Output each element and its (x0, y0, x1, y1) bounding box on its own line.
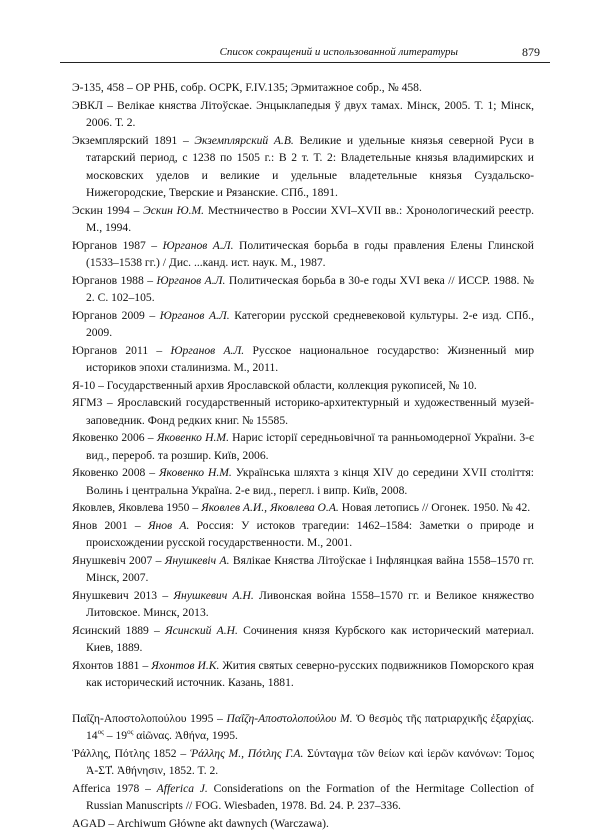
running-header (60, 42, 550, 63)
bibliography-entry: Ясинский 1889 – Ясинский А.Н. Сочинения князя Курбского как исторический материал. Киев, 1889. (72, 622, 534, 657)
section-gap (72, 692, 534, 710)
bibliography-entry: Янов 2001 – Янов А. Россия: У истоков трагедии: 1462–1584: Заметки о природе и происхождении русской государственности. М., 2001. (72, 517, 534, 552)
bibliography-entry: Янушкевич 2013 – Янушкевич А.Н. Ливонская война 1558–1570 гг. и Великое княжество Литовское. Минск, 2013. (72, 587, 534, 622)
page-number: 879 (522, 45, 540, 60)
bibliography-entry: Юрганов 2009 – Юрганов А.Л. Категории русской средневековой культуры. 2-е изд. СПб., 2009. (72, 307, 534, 342)
bibliography-entry: Юрганов 1988 – Юрганов А.Л. Политическая борьба в 30-е годы XVI века // ИССР. 1988. № 2. С. 102–105. (72, 272, 534, 307)
bibliography-list (72, 79, 534, 832)
bibliography-entry: Юрганов 2011 – Юрганов А.Л. Русское национальное государство: Жизненный мир историков эпохи сталинизма. М., 2011. (72, 342, 534, 377)
bibliography-entry: Яковенко 2006 – Яковенко Н.М. Нарис історії середньовічної та ранньомодерної України. 3-є вид., перероб. та розшир. Київ, 2006. (72, 429, 534, 464)
bibliography-entry: Янушкевіч 2007 – Янушкевіч А. Вялікае Княства Літоўскае і Інфлянцкая вайна 1558–1570 гг. Мінск, 2007. (72, 552, 534, 587)
bibliography-entry: Эскин 1994 – Эскин Ю.М. Местничество в России XVI–XVII вв.: Хронологический реестр. М., 1994. (72, 202, 534, 237)
bibliography-entry-latin: Afferica 1978 – Afferica J. Considerations on the Formation of the Hermitage Collection of Russian Manuscripts // FOG. Wiesbaden, 1978. Bd. 24. P. 237–336. (72, 780, 534, 815)
bibliography-entry: Э-135, 458 – ОР РНБ, собр. ОСРК, F.IV.135; Эрмитажное собр., № 458. (72, 79, 534, 97)
bibliography-entry-latin: AGAD – Archiwum Główne akt dawnych (Warczawa). (72, 815, 534, 832)
bibliography-entry: Юрганов 1987 – Юрганов А.Л. Политическая борьба в годы правления Елены Глинской (1533–1538 гг.) / Дис. ...канд. ист. наук. М., 1987. (72, 237, 534, 272)
running-title: Список сокращений и использованной литературы (220, 46, 458, 58)
bibliography-entry: ЯГМЗ – Ярославский государственный историко-архитектурный и художественный музей-заповедник. Фонд редких книг. № 15585. (72, 394, 534, 429)
bibliography-entry-greek: Ῥάλλης, Πότλης 1852 – Ῥάλλης Μ., Πότλης Γ.Α. Σύνταγμα τῶν θείων καὶ ἱερῶν κανόνων: Τομος Ἀ-ΣΤ̓. Ἀθήνησιν, 1852. Τ. 2. (72, 745, 534, 780)
bibliography-entry: Я-10 – Государственный архив Ярославской области, коллекция рукописей, № 10. (72, 377, 534, 395)
bibliography-entry-greek: Παΐζη-Αποστολοπούλου 1995 – Παΐζη-Αποστολοπούλου Μ. Ὁ θεσμὸς τῆς πατριαρχικῆς ἐξαρχίας. $14^{o\varsigma} - 19^{o\varsigma}$ αἰῶνας. Ἀθήνα, 1995. (72, 710, 534, 745)
bibliography-entry: Экземплярский 1891 – Экземплярский А.В. Великие и удельные князья северной Руси в татарский период, с 1238 по 1505 г.: В 2 т. Т. 2: Владетельные князья владимирских и московских уделов и великие и удельные владетельные князья Суздальско-Нижегородские, Тверские и Рязанские. СПб., 1891. (72, 132, 534, 202)
bibliography-entry: Яковенко 2008 – Яковенко Н.М. Українська шляхта з кінця XIV до середини XVII століття: Волинь і центральна Україна. 2-е вид., перегл. і випр. Київ, 2008. (72, 464, 534, 499)
bibliography-entry: Яхонтов 1881 – Яхонтов И.К. Жития святых северно-русских подвижников Поморского края как исторический источник. Казань, 1881. (72, 657, 534, 692)
bibliography-entry: ЭВКЛ – Велікае княства Літоўскае. Энцыклапедыя ў двух тамах. Мінск, 2005. Т. 1; Мінск, 2006. Т. 2. (72, 97, 534, 132)
bibliography-entry: Яковлев, Яковлева 1950 – Яковлев А.И., Яковлева О.А. Новая летопись // Огонек. 1950. № 42. (72, 499, 534, 517)
